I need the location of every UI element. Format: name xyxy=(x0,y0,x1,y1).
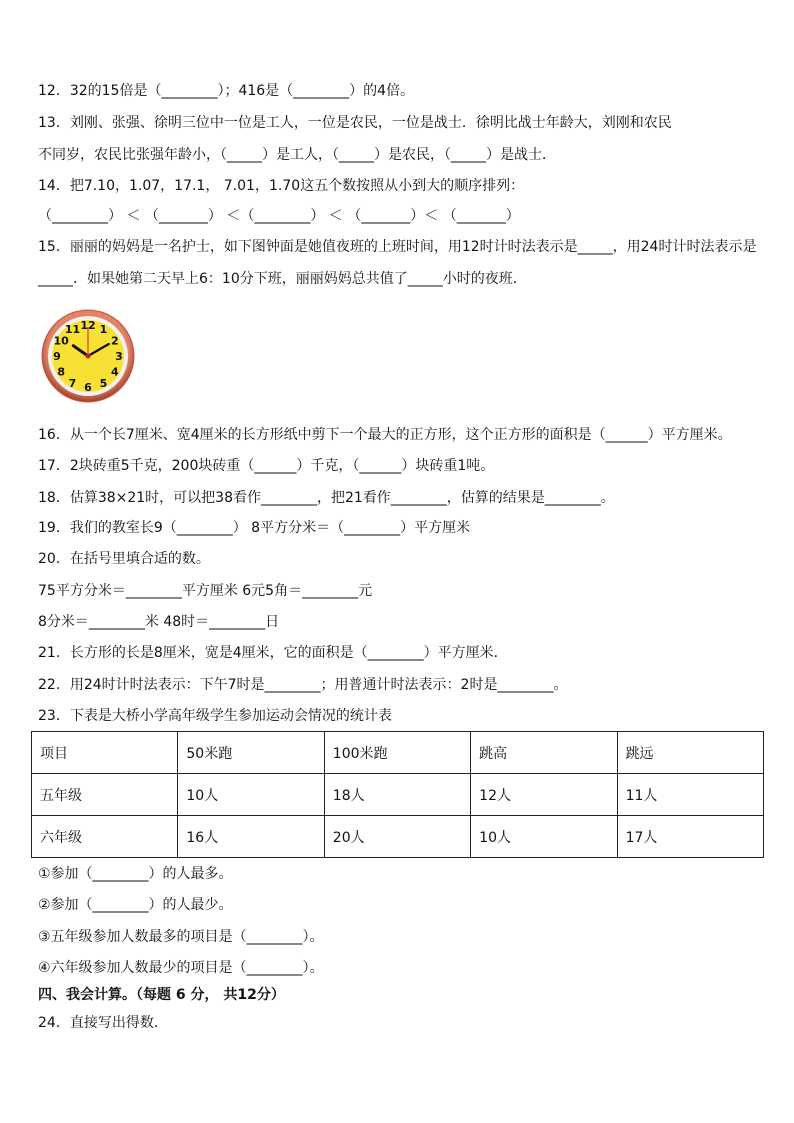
table-cell: 16人 xyxy=(178,816,324,858)
table-header-cell: 跳高 xyxy=(471,732,617,774)
clock-number: 7 xyxy=(68,376,77,390)
question-14-line2: （________） ＜ （_______） ＜（________） ＜ （_______）＜ （_______） xyxy=(38,208,520,224)
question-15-line1: 15．丽丽的妈妈是一名护士，如下图钟面是她值夜班的上班时间，用12时计时法表示是_____，用24时计时法表示是 xyxy=(38,239,757,255)
table-header-cell: 100米跑 xyxy=(324,732,470,774)
table-cell: 20人 xyxy=(324,816,470,858)
table-cell: 12人 xyxy=(471,774,617,816)
table-row xyxy=(32,816,764,858)
question-12: 12．32的15倍是（________）；416是（________）的4倍。 xyxy=(38,83,415,99)
question-23: 23．下表是大桥小学高年级学生参加运动会情况的统计表 xyxy=(38,708,392,724)
table-header-cell: 跳远 xyxy=(617,732,763,774)
question-24: 24．直接写出得数． xyxy=(38,1015,168,1031)
table-cell: 18人 xyxy=(324,774,470,816)
table-header-row xyxy=(32,732,764,774)
question-21: 21．长方形的长是8厘米，宽是4厘米，它的面积是（________）平方厘米． xyxy=(38,645,508,661)
question-23-sub1: ①参加（________）的人最多。 xyxy=(38,866,233,882)
clock-number: 11 xyxy=(64,323,81,337)
sports-stats-table xyxy=(31,731,764,858)
clock-image xyxy=(40,307,136,403)
question-13-line2: 不同岁，农民比张强年龄小，（_____）是工人，（_____）是农民，（_____）是战士． xyxy=(38,147,556,163)
question-22: 22．用24时计时法表示：下午7时是________；用普通计时法表示：2时是________。 xyxy=(38,677,568,693)
question-23-sub4: ④六年级参加人数最少的项目是（________）。 xyxy=(38,960,324,976)
table-cell: 17人 xyxy=(617,816,763,858)
question-20-line2: 8分米＝________米 48时＝________日 xyxy=(38,614,280,630)
question-23-sub3: ③五年级参加人数最多的项目是（________）。 xyxy=(38,929,324,945)
clock-number: 10 xyxy=(53,334,69,348)
clock-number: 1 xyxy=(99,323,108,337)
clock-center-pin xyxy=(86,354,91,359)
clock-number: 8 xyxy=(57,365,65,379)
clock-number: 9 xyxy=(53,350,61,363)
table-header-cell: 50米跑 xyxy=(178,732,324,774)
clock-number: 12 xyxy=(80,319,96,332)
clock-number: 2 xyxy=(111,334,119,348)
table-cell: 五年级 xyxy=(32,774,178,816)
section-4-heading: 四、我会计算。（每题 6 分， 共12分） xyxy=(38,987,285,1003)
question-14-line1: 14．把7.10，1.07，17.1， 7.01，1.70这五个数按照从小到大的顺序排列： xyxy=(38,178,525,194)
question-19: 19．我们的教室长9（________） 8平方分米＝（________）平方厘米 xyxy=(38,520,471,536)
question-16: 16．从一个长7厘米、宽4厘米的长方形纸中剪下一个最大的正方形，这个正方形的面积是（______）平方厘米。 xyxy=(38,427,732,443)
clock-number: 5 xyxy=(99,376,108,390)
clock-number: 4 xyxy=(111,365,119,379)
table-header-cell: 项目 xyxy=(32,732,178,774)
clock-number: 3 xyxy=(115,350,123,363)
table-cell: 11人 xyxy=(617,774,763,816)
table-row xyxy=(32,774,764,816)
question-15-line2: _____．如果她第二天早上6：10分下班，丽丽妈妈总共值了_____小时的夜班． xyxy=(38,271,527,287)
question-20: 20．在括号里填合适的数。 xyxy=(38,551,210,567)
question-20-line1: 75平方分米＝________平方厘米 6元5角＝________元 xyxy=(38,583,373,599)
question-17: 17．2块砖重5千克，200块砖重（______）千克，（______）块砖重1吨。 xyxy=(38,458,495,474)
table-cell: 10人 xyxy=(471,816,617,858)
question-18: 18．估算38×21时，可以把38看作________，把21看作________，估算的结果是________。 xyxy=(38,490,615,506)
question-13-line1: 13．刘刚、张强、徐明三位中一位是工人，一位是农民，一位是战士．徐明比战士年龄大，刘刚和农民 xyxy=(38,115,672,131)
question-23-sub2: ②参加（________）的人最少。 xyxy=(38,897,233,913)
table-cell: 10人 xyxy=(178,774,324,816)
table-cell: 六年级 xyxy=(32,816,178,858)
clock-number: 6 xyxy=(84,381,92,394)
